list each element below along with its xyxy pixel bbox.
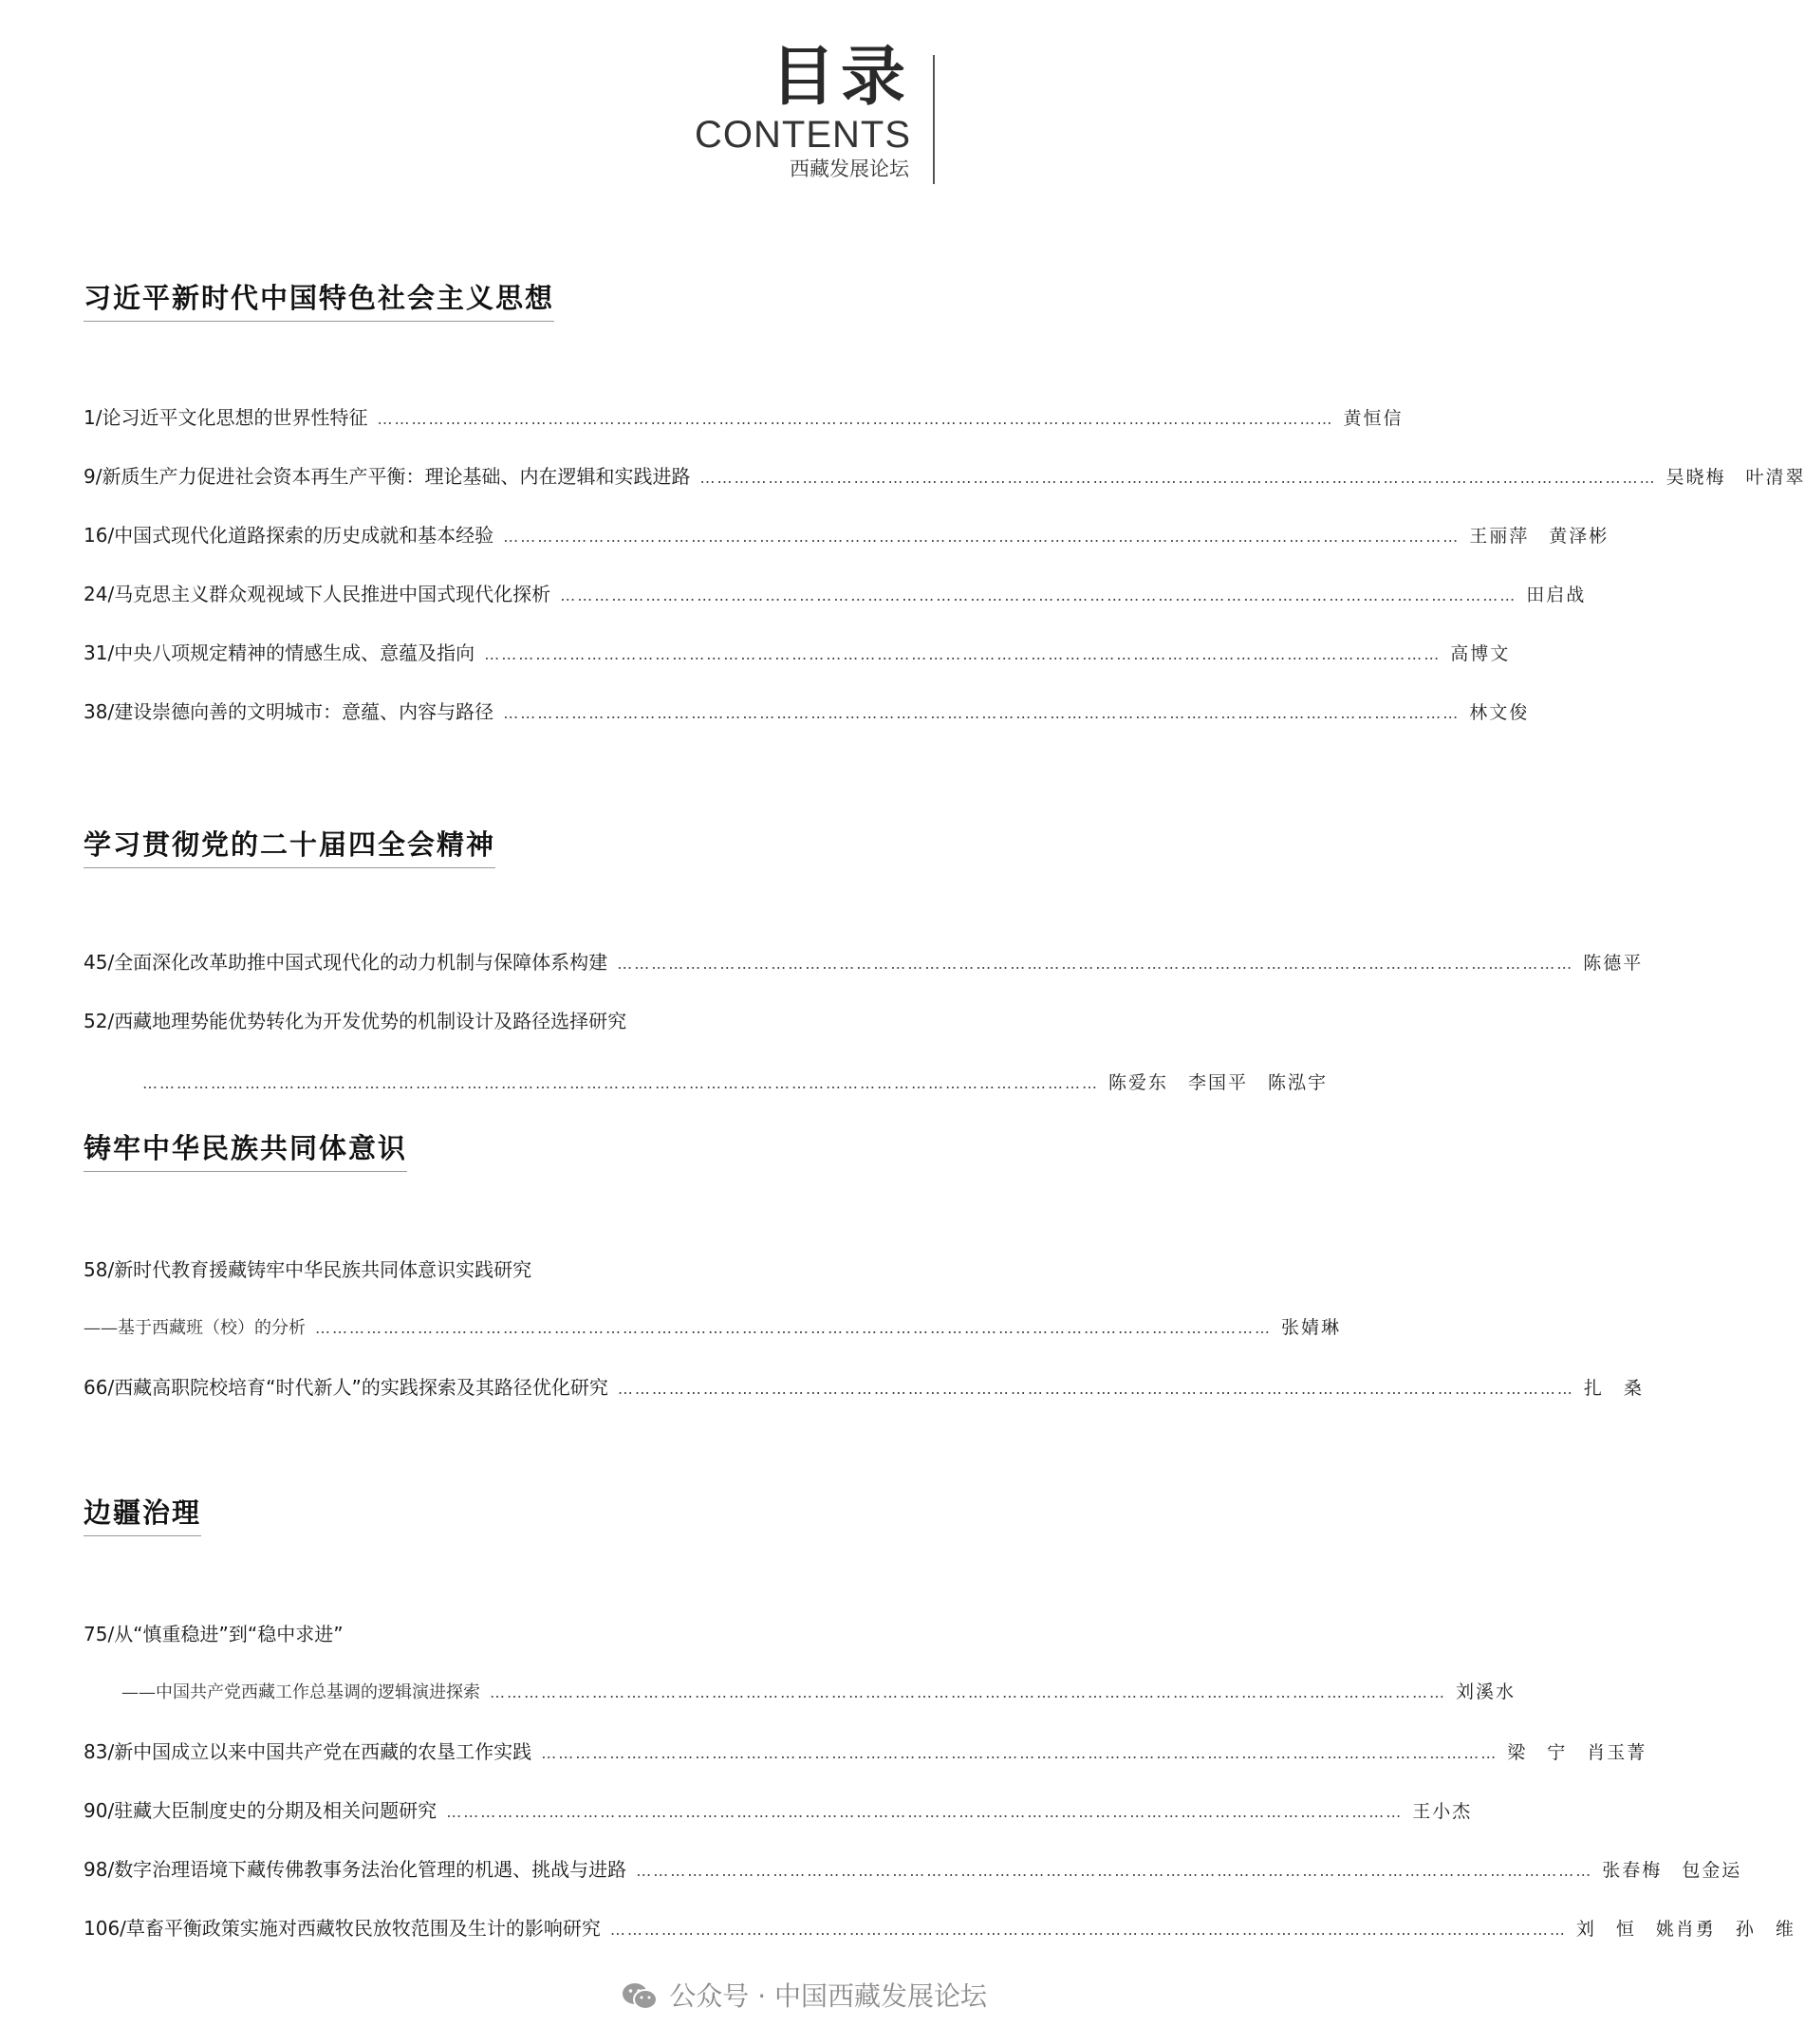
toc-entry[interactable] bbox=[84, 1917, 1796, 1940]
entry-title: 9/新质生产力促进社会资本再生产平衡：理论基础、内在逻辑和实践进路 bbox=[84, 465, 691, 488]
entry-authors: 刘溪水 bbox=[1456, 1682, 1517, 1702]
entry-title: 75/从“慎重稳进”到“稳中求进” bbox=[84, 1623, 344, 1645]
section-title: 边疆治理 bbox=[84, 1499, 201, 1536]
leader-dots: …………………………………………………………………………………………………………………………………………………… bbox=[541, 1744, 1498, 1762]
toc-entry[interactable] bbox=[84, 1799, 1473, 1822]
leader-dots: …………………………………………………………………………………………………………………………………………………… bbox=[446, 1803, 1404, 1821]
page-subtitle: CONTENTS bbox=[695, 114, 911, 156]
journal-name: 西藏发展论坛 bbox=[790, 158, 909, 180]
header-divider bbox=[933, 55, 935, 184]
leader-dots: …………………………………………………………………………………………………………………………………………………… bbox=[560, 586, 1517, 604]
leader-dots: …………………………………………………………………………………………………………………………………………………… bbox=[503, 528, 1461, 546]
entry-title: 52/西藏地理势能优势转化为开发优势的机制设计及路径选择研究 bbox=[84, 1010, 627, 1032]
entry-title: 66/西藏高职院校培育“时代新人”的实践探索及其路径优化研究 bbox=[84, 1376, 608, 1399]
entry-subtitle: ——中国共产党西藏工作总基调的逻辑演进探索 bbox=[121, 1682, 480, 1702]
entry-authors: 高博文 bbox=[1450, 643, 1511, 664]
toc-entry[interactable] bbox=[84, 951, 1644, 974]
leader-dots: …………………………………………………………………………………………………………………………………………………… bbox=[617, 955, 1574, 973]
leader-dots: …………………………………………………………………………………………………………………………………………………… bbox=[377, 410, 1334, 428]
toc-entry[interactable] bbox=[84, 1858, 1742, 1881]
watermark-text: 公众号 · 中国西藏发展论坛 bbox=[669, 1980, 987, 2012]
entry-title: 24/马克思主义群众观视域下人民推进中国式现代化探析 bbox=[84, 583, 551, 605]
entry-title: 1/论习近平文化思想的世界性特征 bbox=[84, 406, 368, 429]
entry-authors: 田启战 bbox=[1526, 585, 1587, 605]
leader-dots: …………………………………………………………………………………………………………………………………………………… bbox=[503, 704, 1461, 722]
toc-entry-continuation[interactable] bbox=[142, 1072, 1329, 1093]
toc-entry[interactable] bbox=[84, 1012, 937, 1031]
entry-authors: 王小杰 bbox=[1412, 1801, 1473, 1822]
leader-dots: …………………………………………………………………………………………………………………………………………………… bbox=[142, 1074, 1099, 1092]
section-title: 学习贯彻党的二十届四全会精神 bbox=[84, 831, 495, 868]
entry-title: 16/中国式现代化道路探索的历史成就和基本经验 bbox=[84, 524, 494, 547]
entry-authors: 刘 恒 姚肖勇 孙 维 bbox=[1575, 1919, 1796, 1940]
entry-authors: 王丽萍 黄泽彬 bbox=[1469, 526, 1610, 547]
entry-authors: 黄恒信 bbox=[1343, 408, 1404, 429]
entry-title: 83/新中国成立以来中国共产党在西藏的农垦工作实践 bbox=[84, 1740, 532, 1763]
watermark bbox=[622, 1981, 987, 2012]
entry-authors: 张春梅 包金运 bbox=[1602, 1860, 1742, 1881]
entry-authors: 张婧琳 bbox=[1281, 1317, 1342, 1338]
entry-title: 31/中央八项规定精神的情感生成、意蕴及指向 bbox=[84, 641, 475, 664]
entry-title: 106/草畜平衡政策实施对西藏牧民放牧范围及生计的影响研究 bbox=[84, 1917, 601, 1940]
toc-entry[interactable] bbox=[84, 1740, 1647, 1763]
toc-entry[interactable] bbox=[84, 1260, 937, 1279]
leader-dots: …………………………………………………………………………………………………………………………………………………… bbox=[636, 1862, 1593, 1880]
toc-entry[interactable] bbox=[84, 406, 1404, 429]
leader-dots: …………………………………………………………………………………………………………………………………………………… bbox=[484, 645, 1442, 663]
entry-authors: 吴晓梅 叶清翠 bbox=[1665, 467, 1805, 488]
entry-title: 38/建设崇德向善的文明城市：意蕴、内容与路径 bbox=[84, 700, 494, 723]
page-title: 目录 bbox=[770, 40, 911, 115]
entry-authors: 扎 桑 bbox=[1583, 1378, 1644, 1399]
entry-authors: 陈爱东 李国平 陈泓宇 bbox=[1108, 1072, 1329, 1093]
toc-entry[interactable] bbox=[84, 524, 1610, 547]
leader-dots: …………………………………………………………………………………………………………………………………………………… bbox=[617, 1380, 1574, 1398]
section-title: 习近平新时代中国特色社会主义思想 bbox=[84, 285, 554, 322]
entry-title: 45/全面深化改革助推中国式现代化的动力机制与保障体系构建 bbox=[84, 951, 608, 974]
toc-entry[interactable] bbox=[84, 700, 1530, 723]
leader-dots: …………………………………………………………………………………………………………………………………………………… bbox=[490, 1683, 1446, 1701]
leader-dots: …………………………………………………………………………………………………………………………………………………… bbox=[609, 1921, 1567, 1939]
toc-entry[interactable] bbox=[84, 641, 1511, 664]
section-title: 铸牢中华民族共同体意识 bbox=[84, 1135, 407, 1172]
toc-entry[interactable] bbox=[84, 1625, 937, 1644]
entry-subtitle: ——基于西藏班（校）的分析 bbox=[84, 1318, 306, 1338]
entry-title: 90/驻藏大臣制度史的分期及相关问题研究 bbox=[84, 1799, 437, 1822]
entry-authors: 梁 宁 肖玉菁 bbox=[1507, 1742, 1647, 1763]
leader-dots: …………………………………………………………………………………………………………………………………………………… bbox=[315, 1319, 1272, 1337]
toc-entry-subtitle[interactable] bbox=[84, 1317, 1342, 1338]
leader-dots: …………………………………………………………………………………………………………………………………………………… bbox=[699, 469, 1657, 487]
toc-entry-subtitle[interactable] bbox=[121, 1682, 1517, 1702]
toc-entry[interactable] bbox=[84, 465, 1805, 488]
entry-title: 58/新时代教育援藏铸牢中华民族共同体意识实践研究 bbox=[84, 1258, 532, 1281]
toc-entry[interactable] bbox=[84, 1376, 1644, 1399]
page-header bbox=[0, 0, 1025, 199]
entry-authors: 陈德平 bbox=[1583, 953, 1644, 974]
entry-authors: 林文俊 bbox=[1469, 702, 1530, 723]
entry-title: 98/数字治理语境下藏传佛教事务法治化管理的机遇、挑战与进路 bbox=[84, 1858, 627, 1881]
wechat-icon bbox=[622, 1981, 658, 2012]
toc-entry[interactable] bbox=[84, 583, 1587, 605]
